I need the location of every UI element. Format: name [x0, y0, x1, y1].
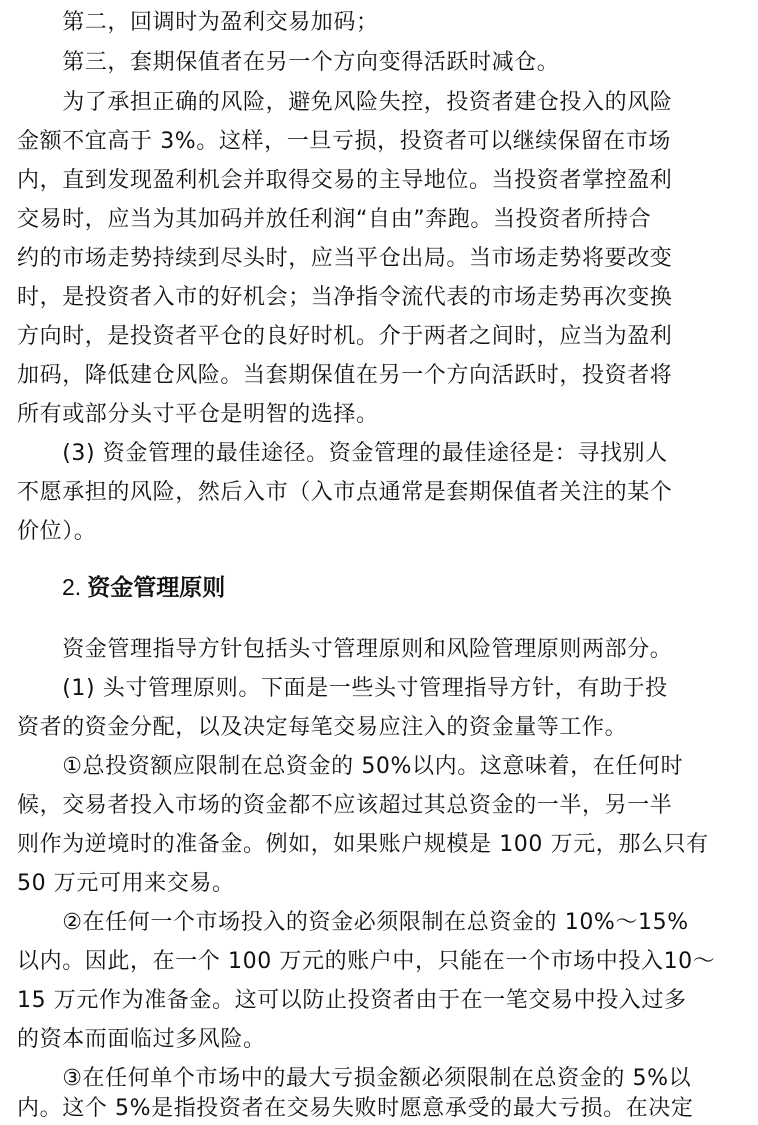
- text-line: 交易时，应当为其加码并放任利润“自由”奔跑。当投资者所持合: [17, 207, 652, 232]
- section-number: 2.: [62, 574, 82, 600]
- text-line: 所有或部分头寸平仓是明智的选择。: [17, 402, 379, 427]
- text-line: 价位）。: [17, 519, 97, 544]
- text-line: 时，是投资者入市的好机会；当净指令流代表的市场走势再次变换: [17, 285, 673, 310]
- text-line: 不愿承担的风险，然后入市（入市点通常是套期保值者关注的某个: [17, 480, 673, 505]
- text-line: 加码，降低建仓风险。当套期保值在另一个方向活跃时，投资者将: [17, 363, 673, 388]
- text-line: ①总投资额应限制在总资金的 50%以内。这意味着，在任何时: [17, 754, 684, 779]
- text-line: (1) 头寸管理原则。下面是一些头寸管理指导方针，有助于投: [17, 676, 668, 701]
- text-line: 的资本而面临过多风险。: [17, 1027, 266, 1052]
- text-line: 资者的资金分配，以及决定每笔交易应注入的资金量等工作。: [17, 715, 628, 740]
- text-line: 则作为逆境时的准备金。例如，如果账户规模是 100 万元，那么只有: [17, 832, 709, 857]
- text-line: 内，直到发现盈利机会并取得交易的主导地位。当投资者掌控盈利: [17, 168, 673, 193]
- text-line: 候，交易者投入市场的资金都不应该超过其总资金的一半，另一半: [17, 793, 673, 818]
- text-line: ②在任何一个市场投入的资金必须限制在总资金的 10%～15%: [17, 910, 689, 935]
- text-line: 内。这个 5%是指投资者在交易失败时愿意承受的最大亏损。在决定: [17, 1096, 694, 1121]
- text-line: (3) 资金管理的最佳途径。资金管理的最佳途径是：寻找别人: [17, 441, 668, 466]
- text-line: 50 万元可用来交易。: [17, 871, 235, 896]
- section-heading: [62, 573, 225, 602]
- text-line: ③在任何单个市场中的最大亏损金额必须限制在总资金的 5%以: [17, 1066, 692, 1091]
- text-line: 约的市场走势持续到尽头时，应当平仓出局。当市场走势将要改变: [17, 246, 673, 271]
- text-line: 15 万元作为准备金。这可以防止投资者由于在一笔交易中投入过多: [17, 988, 687, 1013]
- text-line: 以内。因此，在一个 100 万元的账户中，只能在一个市场中投入10～: [17, 949, 716, 974]
- section-title: 资金管理原则: [87, 575, 226, 601]
- text-line: 资金管理指导方针包括头寸管理原则和风险管理原则两部分。: [17, 637, 673, 662]
- text-line: 第二，回调时为盈利交易加码；: [17, 10, 379, 35]
- text-line: 金额不宜高于 3%。这样，一旦亏损，投资者可以继续保留在市场: [17, 129, 671, 154]
- text-line: 方向时，是投资者平仓的良好时机。介于两者之间时，应当为盈利: [17, 324, 673, 349]
- text-line: 为了承担正确的风险，避免风险失控，投资者建仓投入的风险: [17, 90, 673, 115]
- text-line: 第三，套期保值者在另一个方向变得活跃时减仓。: [17, 50, 560, 75]
